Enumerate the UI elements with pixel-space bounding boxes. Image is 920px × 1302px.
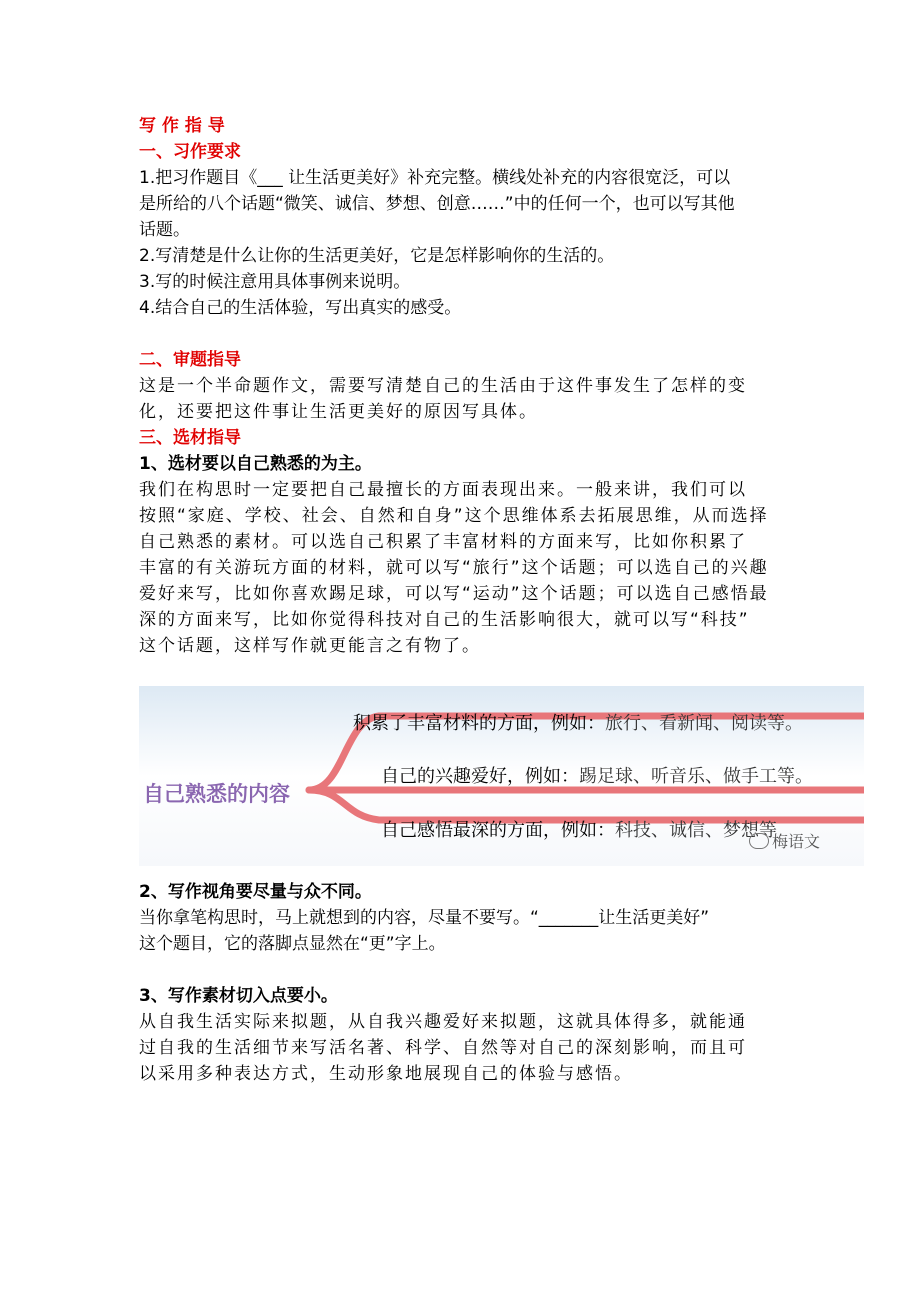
sub1-line: 爱好来写，比如你喜欢踢足球，可以写“运动”这个话题；可以选自己感悟最	[139, 584, 769, 604]
branch-label: 自己感悟最深的方面，例如：	[381, 820, 615, 841]
sub2-line: 这个题目，它的落脚点显然在“更”字上。	[139, 934, 446, 954]
section1-line: 4.结合自己的生活体验，写出真实的感受。	[139, 298, 462, 318]
section2-line: 这是一个半命题作文，需要写清楚自己的生活由于这件事发生了怎样的变	[139, 376, 747, 396]
sub1-line: 丰富的有关游玩方面的材料，就可以写“旅行”这个话题；可以选自己的兴趣	[139, 558, 769, 578]
sub1-title: 1、选材要以自己熟悉的为主。	[139, 454, 372, 474]
sub2-line: 当你拿笔构思时，马上就想到的内容，尽量不要写。“_______让生活更美好”	[139, 908, 710, 928]
sub1-line: 这个话题，这样写作就更能言之有物了。	[139, 636, 481, 656]
sub3-line: 从自我生活实际来拟题，从自我兴趣爱好来拟题，这就具体得多，就能通	[139, 1012, 747, 1032]
mind-map-center-label: 自己熟悉的内容	[143, 782, 290, 806]
section1-line: 2.写清楚是什么让你的生活更美好，它是怎样影响你的生活的。	[139, 246, 615, 266]
section1-title: 一、习作要求	[139, 142, 241, 162]
section1-line: 3.写的时候注意用具体事例来说明。	[139, 272, 411, 292]
branch-label: 自己的兴趣爱好，例如：	[381, 766, 579, 787]
branch-examples: 旅行、看新闻、阅读等。	[605, 713, 803, 734]
sub3-title: 3、写作素材切入点要小。	[139, 986, 338, 1006]
section1-line: 是所给的八个话题“微笑、诚信、梦想、创意……”中的任何一个，也可以写其他	[139, 194, 735, 214]
section1-line: 话题。	[139, 220, 190, 240]
page-heading: 写 作 指 导	[139, 116, 225, 136]
mind-map-branch-1	[353, 709, 803, 735]
sub3-line: 过自我的生活细节来写活名著、科学、自然等对自己的深刻影响，而且可	[139, 1038, 747, 1058]
mind-map-branch-2	[381, 762, 813, 788]
sub1-line: 按照“家庭、学校、社会、自然和自身”这个思维体系去拓展思维，从而选择	[139, 506, 769, 526]
sub1-line: 深的方面来写，比如你觉得科技对自己的生活影响很大，就可以写“科技”	[139, 610, 750, 630]
branch-label: 积累了丰富材料的方面，例如：	[353, 713, 605, 734]
section3-title: 三、选材指导	[139, 428, 241, 448]
wechat-icon	[749, 833, 769, 849]
branch-examples: 科技、诚信、梦想等	[615, 820, 777, 841]
section1-line: 1.把习作题目《___ 让生活更美好》补充完整。横线处补充的内容很宽泛，可以	[139, 168, 731, 188]
content-mind-map	[139, 686, 864, 866]
sub1-line: 我们在构思时一定要把自己最擅长的方面表现出来。一般来讲，我们可以	[139, 480, 747, 500]
watermark: 梅语文	[749, 829, 820, 852]
section2-line: 化，还要把这件事让生活更美好的原因写具体。	[139, 402, 538, 422]
section2-title: 二、审题指导	[139, 350, 241, 370]
mind-map-branch-3	[381, 816, 777, 842]
sub2-title: 2、写作视角要尽量与众不同。	[139, 882, 372, 902]
branch-examples: 踢足球、听音乐、做手工等。	[579, 766, 813, 787]
sub3-line: 以采用多种表达方式，生动形象地展现自己的体验与感悟。	[139, 1064, 633, 1084]
sub1-line: 自己熟悉的素材。可以选自己积累了丰富材料的方面来写，比如你积累了	[139, 532, 747, 552]
